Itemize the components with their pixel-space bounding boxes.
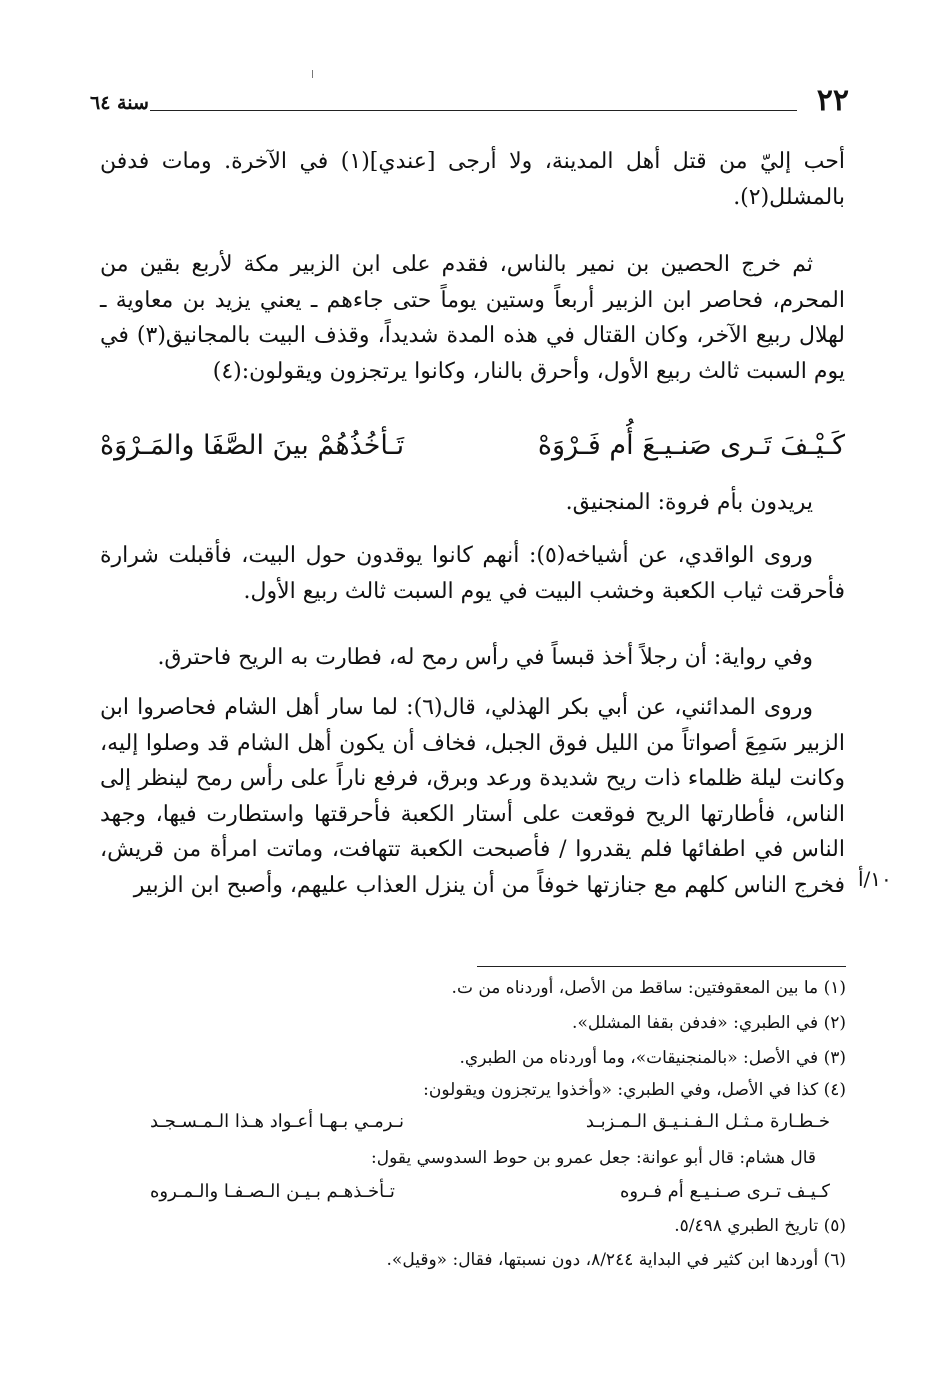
footnote-rule (477, 966, 846, 967)
page-number: ٢٢ (816, 83, 849, 118)
fn-verse-1-left: نـرمـي بـهـا أعـواد هـذا الـمـسـجـد (150, 1111, 405, 1132)
paragraph-1: أحب إليّ من قتل أهل المدينة، ولا أرجى [عندي](١) في الآخرة. ومات فدفن بالمشلل(٢). (100, 149, 845, 210)
fn-verse-2-left: تـأخـذهـم بـيـن الـصـفـا والـمـروه (150, 1181, 395, 1202)
footnote-3: (٣) في الأصل: «بالمنجنيقات»، وما أوردناه من الطبري. (459, 1048, 846, 1068)
footnote-6: (٦) أوردها ابن كثير في البداية ٨/٢٤٤، دون نسبتها، فقال: «وقيل». (386, 1250, 846, 1270)
paragraph-2: ثم خرج الحصين بن نمير بالناس، فقدم على ابن الزبير مكة لأربع بقين من المحرم، فحاصر ابن الزبير أربعاً وستين يوماً حتى جاءهم ـ يعني يزيد بن معاوية ـ لهلال ربيع الآخر، وكان القتال في هذه المدة شديداً، وقذف البيت بالمجانيق(٣) في يوم السبت ثالث ربيع الأول، وأحرق بالنار، وكانوا يرتجزون ويقولون:(٤) (100, 252, 845, 384)
verse-hemistich-right: كَـيْـفَ تَـرى صَنـيـعَ أُم فَـرْوَهْ (537, 430, 845, 461)
footnote-4-note: قال هشام: قال أبو عوانة: جعل عمرو بن حوط السدوسي يقول: (370, 1148, 816, 1168)
scan-mark (312, 70, 313, 78)
footnote-5: (٥) تاريخ الطبري ٥/٤٩٨. (674, 1216, 846, 1236)
poem-verse (100, 423, 845, 469)
footnote-2: (٢) في الطبري: «فدفن بقفا المشلل». (572, 1013, 846, 1033)
verse-hemistich-left: تَـأخُذُهُمْ بينَ الصَّفَا والمَـرْوَهْ (100, 430, 405, 461)
running-header-year: سنة ٦٤ (90, 92, 149, 114)
footnote-1: (١) ما بين المعقوفتين: ساقط من الأصل، أوردناه من ت. (451, 978, 846, 998)
paragraph-6: وروى المدائني، عن أبي بكر الهذلي، قال(٦): لما سار أهل الشام فحاصروا ابن الزبير سَمِعَ أصواتاً من الليل فوق الجبل، فخاف أن يكون أهل الشام قد وصلوا إليه، وكانت ليلة ظلماء ذات ريح شديدة ورعد وبرق، فرفع ناراً على رأس رمح لينظر إلى الناس، فأطارتها الريح فوقعت على أستار الكعبة فأحرقتها واستطارت فيها، وجهد الناس في اطفائها فلم يقدروا / فأصبحت الكعبة تتهافت، وماتت امرأة من قريش، فخرج الناس كلهم مع جنازتها خوفاً من أن ينزل العذاب عليهم، وأصبح ابن الزبير (100, 695, 845, 898)
paragraph-5: وفي رواية: أن رجلاً أخذ قبساً في رأس رمح له، فطارت به الريح فاحترق. (157, 645, 813, 670)
paragraph-3: يريدون بأم فروة: المنجنيق. (565, 490, 813, 515)
header-rule (150, 110, 797, 111)
fn-verse-1-right: خـطـارة مـثـل الـفـنـيـق الـمـزبـد (585, 1111, 830, 1132)
fn-verse-2-right: كـيـف تـرى صـنـيـع أم فـروه (620, 1181, 830, 1202)
manuscript-folio-note: ١٠/أ (858, 867, 892, 891)
paragraph-4: وروى الواقدي، عن أشياخه(٥): أنهم كانوا يوقدون حول البيت، فأقبلت شرارة فأحرقت ثياب الكعبة وخشب البيت في يوم السبت ثالث ربيع الأول. (100, 543, 845, 604)
footnote-4: (٤) كذا في الأصل، وفي الطبري: «وأخذوا يرتجزون ويقولون: (423, 1080, 846, 1100)
